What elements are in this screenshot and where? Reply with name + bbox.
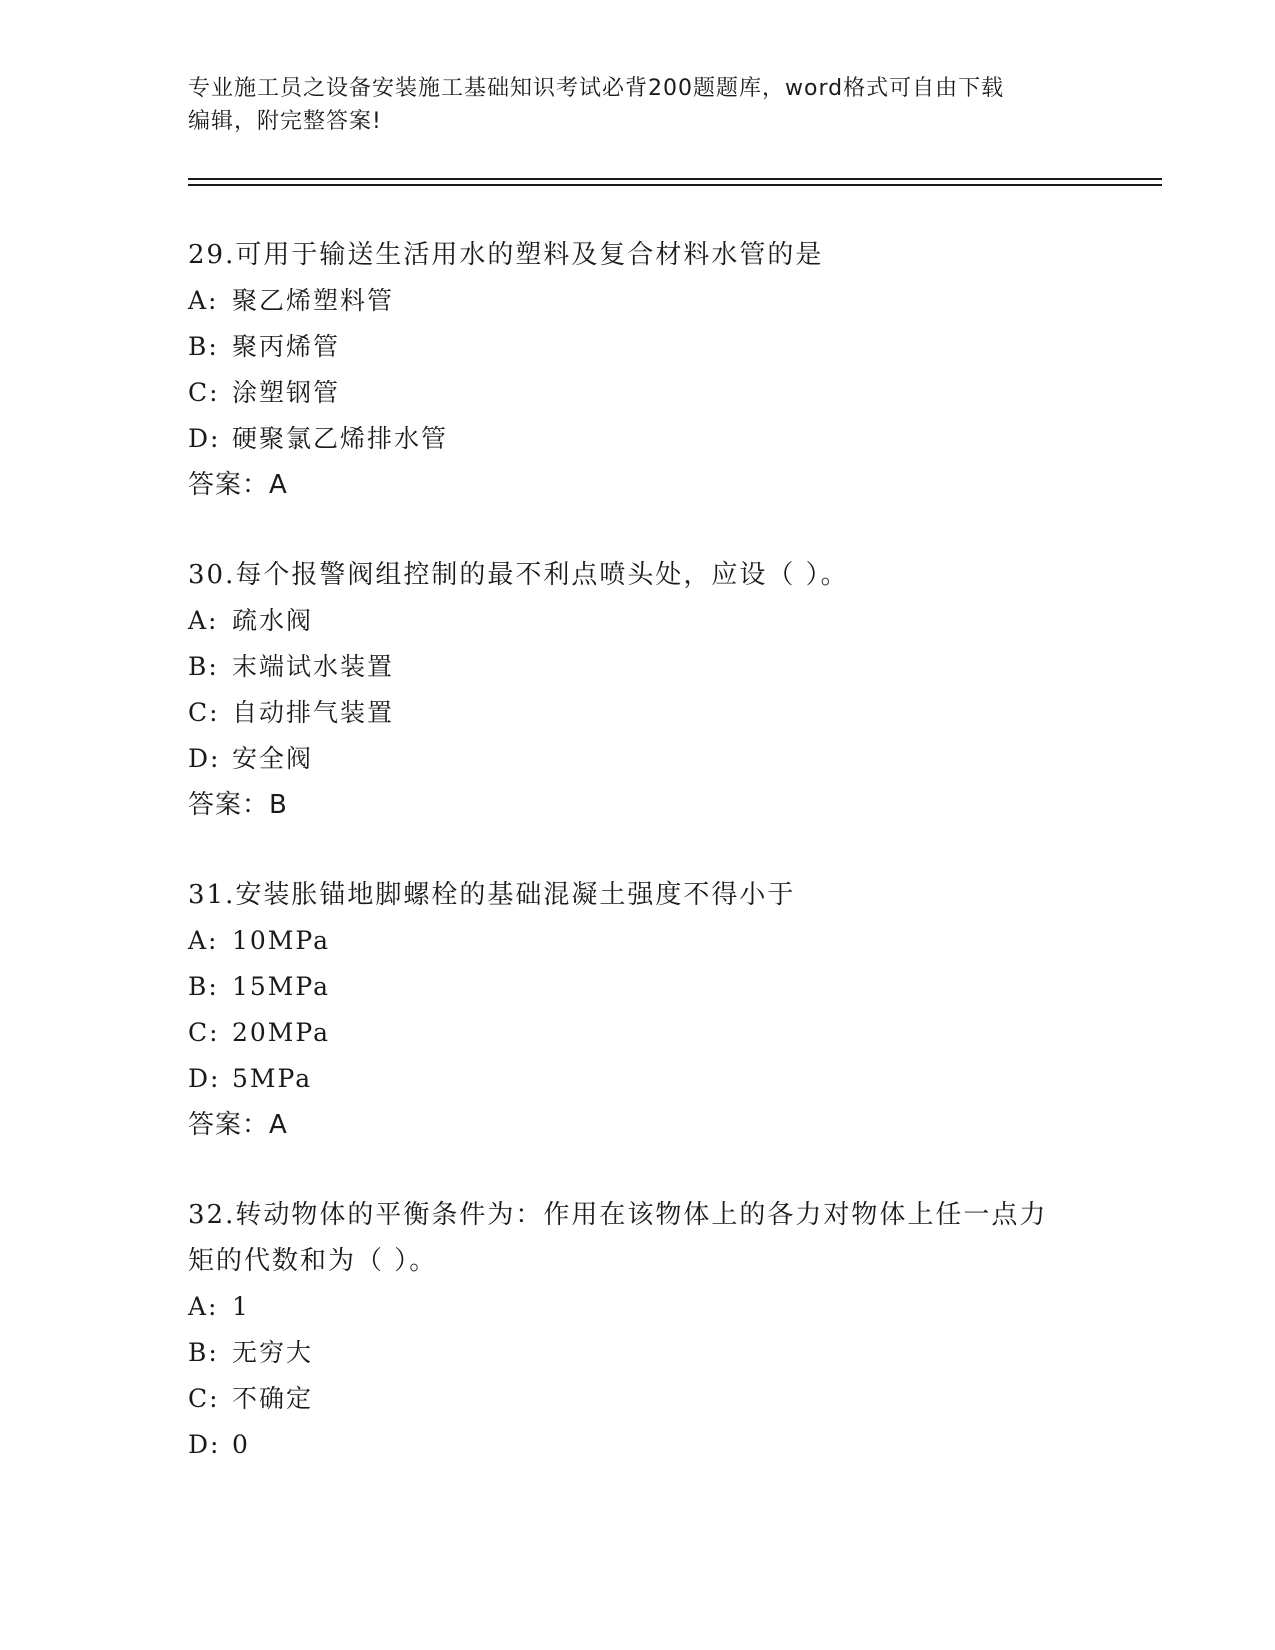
option-letter: A: — [188, 1292, 219, 1321]
option-text: 聚乙烯塑料管 — [232, 286, 395, 315]
document-header — [188, 72, 1088, 138]
option-a — [188, 918, 1088, 964]
question-30 — [188, 552, 1088, 828]
answer-line — [188, 782, 1088, 828]
question-title-line-1: 32.转动物体的平衡条件为：作用在该物体上的各力对物体上任一点力 — [188, 1200, 1048, 1230]
option-text: 20MPa — [232, 1018, 331, 1047]
question-32 — [188, 1192, 1088, 1468]
option-letter: B: — [188, 652, 219, 681]
option-c — [188, 1010, 1088, 1056]
option-text: 自动排气装置 — [232, 698, 395, 727]
answer-line — [188, 1102, 1088, 1148]
header-divider-bottom — [188, 184, 1162, 186]
answer-label: 答案： — [188, 1110, 270, 1140]
option-b — [188, 644, 1088, 690]
option-letter: C: — [188, 1384, 220, 1413]
answer-value: B — [269, 790, 288, 820]
option-letter: A: — [188, 926, 219, 955]
answer-line — [188, 462, 1088, 508]
answer-label: 答案： — [188, 790, 270, 820]
question-31 — [188, 872, 1088, 1148]
option-text: 0 — [232, 1430, 250, 1459]
option-a — [188, 278, 1088, 324]
option-letter: C: — [188, 1018, 220, 1047]
option-b — [188, 324, 1088, 370]
answer-value: A — [269, 470, 288, 500]
option-text: 安全阀 — [232, 744, 314, 773]
option-c — [188, 370, 1088, 416]
header-line-2: 编辑，附完整答案! — [188, 109, 382, 134]
header-line-1: 专业施工员之设备安装施工基础知识考试必背200题题库，word格式可自由下载 — [188, 76, 1005, 101]
option-d — [188, 416, 1088, 462]
option-text: 无穷大 — [232, 1338, 314, 1367]
option-letter: B: — [188, 1338, 219, 1367]
option-letter: D: — [188, 424, 221, 453]
option-c — [188, 690, 1088, 736]
option-text: 疏水阀 — [232, 606, 314, 635]
answer-label: 答案： — [188, 470, 270, 500]
option-letter: A: — [188, 286, 219, 315]
option-letter: D: — [188, 1430, 221, 1459]
header-divider-top — [188, 178, 1162, 180]
option-text: 硬聚氯乙烯排水管 — [232, 424, 449, 453]
option-d — [188, 736, 1088, 782]
option-a — [188, 1284, 1088, 1330]
option-text: 5MPa — [232, 1064, 313, 1093]
option-text: 15MPa — [232, 972, 331, 1001]
question-title: 29.可用于输送生活用水的塑料及复合材料水管的是 — [188, 240, 824, 270]
option-text: 涂塑钢管 — [232, 378, 341, 407]
option-text: 10MPa — [232, 926, 331, 955]
option-letter: B: — [188, 972, 219, 1001]
option-letter: D: — [188, 1064, 221, 1093]
option-b — [188, 1330, 1088, 1376]
option-letter: D: — [188, 744, 221, 773]
option-b — [188, 964, 1088, 1010]
option-text: 聚丙烯管 — [232, 332, 341, 361]
option-text: 不确定 — [232, 1384, 314, 1413]
answer-value: A — [269, 1110, 288, 1140]
option-letter: B: — [188, 332, 219, 361]
question-title-line-2: 矩的代数和为（ ）。 — [188, 1246, 438, 1276]
option-a — [188, 598, 1088, 644]
option-text: 1 — [232, 1292, 250, 1321]
option-d — [188, 1056, 1088, 1102]
option-d — [188, 1422, 1088, 1468]
option-letter: C: — [188, 698, 220, 727]
question-title: 30.每个报警阀组控制的最不利点喷头处，应设（ ）。 — [188, 560, 849, 590]
option-letter: A: — [188, 606, 219, 635]
option-letter: C: — [188, 378, 220, 407]
option-c — [188, 1376, 1088, 1422]
option-text: 末端试水装置 — [232, 652, 395, 681]
question-title: 31.安装胀锚地脚螺栓的基础混凝土强度不得小于 — [188, 880, 796, 910]
question-29 — [188, 232, 1088, 508]
